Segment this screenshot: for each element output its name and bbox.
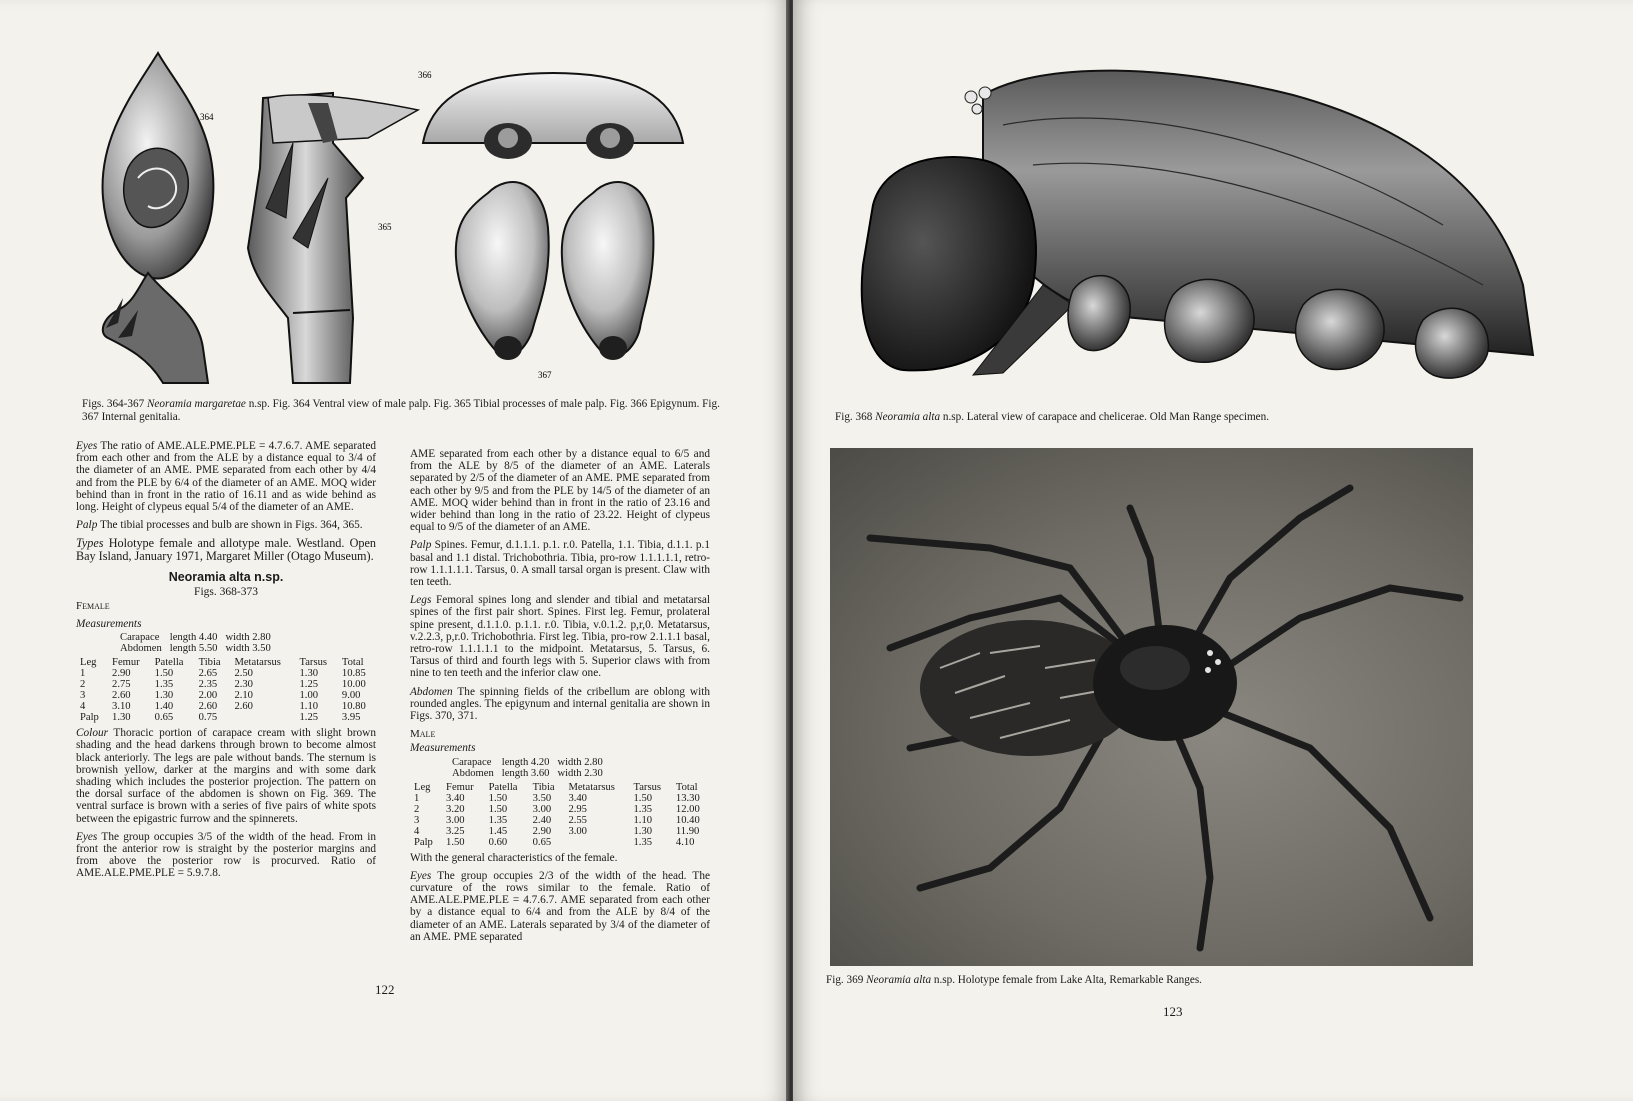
male-body-table: [448, 757, 607, 779]
table-row: 3 2.60 1.30 2.00 2.10 1.00 9.00: [80, 690, 361, 702]
fig-366-label: 366: [418, 70, 432, 80]
table-row: Carapace length 4.20 width 2.80: [452, 756, 603, 768]
fig-369-spider-photo: [830, 448, 1473, 966]
table-row: 4 3.25 1.45 2.90 3.00 1.30 11.90: [414, 825, 700, 837]
table-row: Abdomen length 3.60 width 2.30: [452, 767, 603, 779]
fig-364-palp-drawing: [103, 53, 214, 383]
legs-paragraph: Legs Femoral spines long and slender and tibial and metatarsal spines of the first pair short. Spines. First leg. Femur, prolateral spine present, d.1.1.0. p.1.1. r.0. Tibia, v.0.1.2. p,r,0. Metatarsus, v.2.2.3, p,r.0. Trichobothria. First leg. Tibia, pro-row 2.1.1.1 basal, retro-row 1.1.1.1.1 to the midpoint. Metatarsus, 5. Tarsus, 6. Tarsus of third and fourth legs with 5. Superior claws with from nine to ten teeth and the inferior claw one.: [410, 594, 710, 680]
female-body-table: [116, 632, 275, 654]
caption-prefix: Figs. 364-367: [82, 398, 145, 410]
figs-364-367-caption: [82, 398, 722, 423]
palp-paragraph: Palp The tibial processes and bulb are shown in Figs. 364, 365.: [76, 519, 363, 532]
eyes-paragraph: Eyes The ratio of AME.ALE.PME.PLE = 4.7.6.7. AME separated from each other and from the ALE by a distance equal to 3/4 of the diameter of an AME. PME separated from each other by 4/4 and from the PLE by 6/4 of the diameter of an AME. MOQ wider behind than in front in the ratio of 16.11 and as wide behind as long. Height of clypeus equal 5/4 of the diameter of an AME.: [76, 440, 377, 514]
fig-368-carapace-drawing: [843, 55, 1543, 410]
table-row: Palp 1.30 0.65 0.75 1.25 3.95: [80, 712, 361, 724]
sex-label-female: Female: [76, 599, 110, 612]
caption-text: n.sp. Fig. 364 Ventral view of male palp. Fig. 365 Tibial processes of male palp. Fig. 366 Epigynum. Fig. 367 Internal genitalia.: [82, 398, 720, 423]
table-row: 2 3.20 1.50 3.00 2.95 1.35 12.00: [414, 803, 700, 815]
spider-photo-illustration: [830, 448, 1473, 966]
fig-368-caption: Fig. 368 Neoramia alta n.sp. Lateral view of carapace and chelicerae. Old Man Range specimen.: [835, 411, 1270, 423]
general-characteristics-text: With the general characteristics of the female.: [410, 851, 618, 864]
table-row: Carapace length 4.40 width 2.80: [120, 632, 271, 644]
types-paragraph: Types Holotype female and allotype male. Westland. Open Bay Island, January 1971, Margaret Miller (Otago Museum).: [76, 536, 376, 564]
ame-paragraph: AME separated from each other by a distance equal to 6/5 and from the ALE by 8/5 of the diameter of an AME. Laterals separated by 2/5 of the diameter of an AME. PME separated from each other by 9/5 and from the PLE by 14/5 of the diameter of an AME. MOQ wider behind than in front in the ratio of 23.16 and wider behind than long in the ratio of 23.22. Height of clypeus equal to 9/5 of the diameter of an AME.: [410, 448, 710, 534]
female-leg-table: [76, 657, 376, 723]
figures-364-367: [88, 48, 708, 388]
right-column: [410, 448, 710, 949]
table-row: 4 3.10 1.40 2.60 2.60 1.10 10.80: [80, 701, 366, 713]
fig-366-epigynum-drawing: [423, 73, 683, 159]
page-number-right: 123: [1163, 1004, 1183, 1019]
measurements-label: Measurements: [76, 618, 142, 631]
fig-369-caption: Fig. 369 Neoramia alta n.sp. Holotype female from Lake Alta, Remarkable Ranges.: [826, 974, 1202, 986]
table-row: Palp 1.50 0.60 0.65 1.35 4.10: [414, 836, 695, 848]
palp-spines-paragraph: Palp Spines. Femur, d.1.1.1. p.1. r.0. Patella, 1.1. Tibia, d.1.1. p.1 basal and 1.1 distal. Trichobothria. Tibia, pro-row 1.1.1.1.1, retro-row 1.1.1.1.1. Tarsus, 0. A small tarsal organ is present. Claw with ten teeth.: [410, 539, 710, 589]
colour-paragraph: Colour Thoracic portion of carapace cream with slight brown shading and the head darkens through brown to become almost black anteriorly. The legs are pale without bands. The sternum is brownish yellow, darker at the margins and with some dark shading which includes the posterior projection. The pattern on the dorsal surface of the abdomen is shown on Fig. 369. The ventral surface is brown with a series of five pairs of white spots between the epigastric furrow and the spinnerets.: [76, 727, 376, 825]
fig-367-label: 367: [538, 370, 552, 380]
table-row: Abdomen length 5.50 width 3.50: [120, 643, 271, 655]
table-row: 3 3.00 1.35 2.40 2.55 1.10 10.40: [414, 814, 700, 826]
caption-species: Neoramia margaretae: [146, 398, 246, 410]
table-header-row: Leg Femur Patella Tibia Metatarsus Tarsus Total: [80, 657, 364, 669]
eyes-male-paragraph: Eyes The group occupies 2/3 of the width of the head. The curvature of the rows similar to the female. Ratio of AME.ALE.PME.PLE = 4.7.6.7. AME separated from each other by a distance equal to 6/4 and from the ALE by 8/4 of the diameter of an AME. Laterals separated by 3/4 of the diameter of an AME. PME separated: [410, 869, 710, 943]
table-row: 1 3.40 1.50 3.50 3.40 1.50 13.30: [414, 792, 700, 804]
abdomen-paragraph: Abdomen The spinning fields of the cribellum are oblong with rounded angles. The epigynum and internal genitalia are shown in Figs. 370, 371.: [410, 685, 710, 723]
left-column: [76, 440, 376, 886]
figs-reference: Figs. 368-373: [194, 585, 258, 598]
fig-367-internal-genitalia-drawing: [456, 182, 654, 360]
fig-364-label: 364: [200, 112, 214, 122]
table-row: 1 2.90 1.50 2.65 2.50 1.30 10.85: [80, 668, 366, 680]
fig-365-label: 365: [378, 222, 392, 232]
right-page: [793, 0, 1633, 1101]
sex-label-male: Male: [410, 728, 436, 741]
measurements-label-male: Measurements: [410, 742, 476, 755]
eyes-female-paragraph: Eyes The group occupies 3/5 of the width of the head. From in front the anterior row is straight by the posterior margins and from above the posterior row is procurved. Ratio of AME.ALE.PME.PLE = 5.9.7.8.: [76, 830, 377, 880]
male-leg-table: [410, 782, 710, 848]
left-page: [0, 0, 790, 1101]
fig-365-tibial-processes-drawing: [248, 93, 418, 383]
table-header-row: Leg Femur Patella Tibia Metatarsus Tarsus Total: [414, 781, 698, 793]
table-row: 2 2.75 1.35 2.35 2.30 1.25 10.00: [80, 679, 366, 691]
page-number-left: 122: [375, 982, 395, 997]
species-heading: Neoramia alta n.sp.: [168, 570, 284, 585]
